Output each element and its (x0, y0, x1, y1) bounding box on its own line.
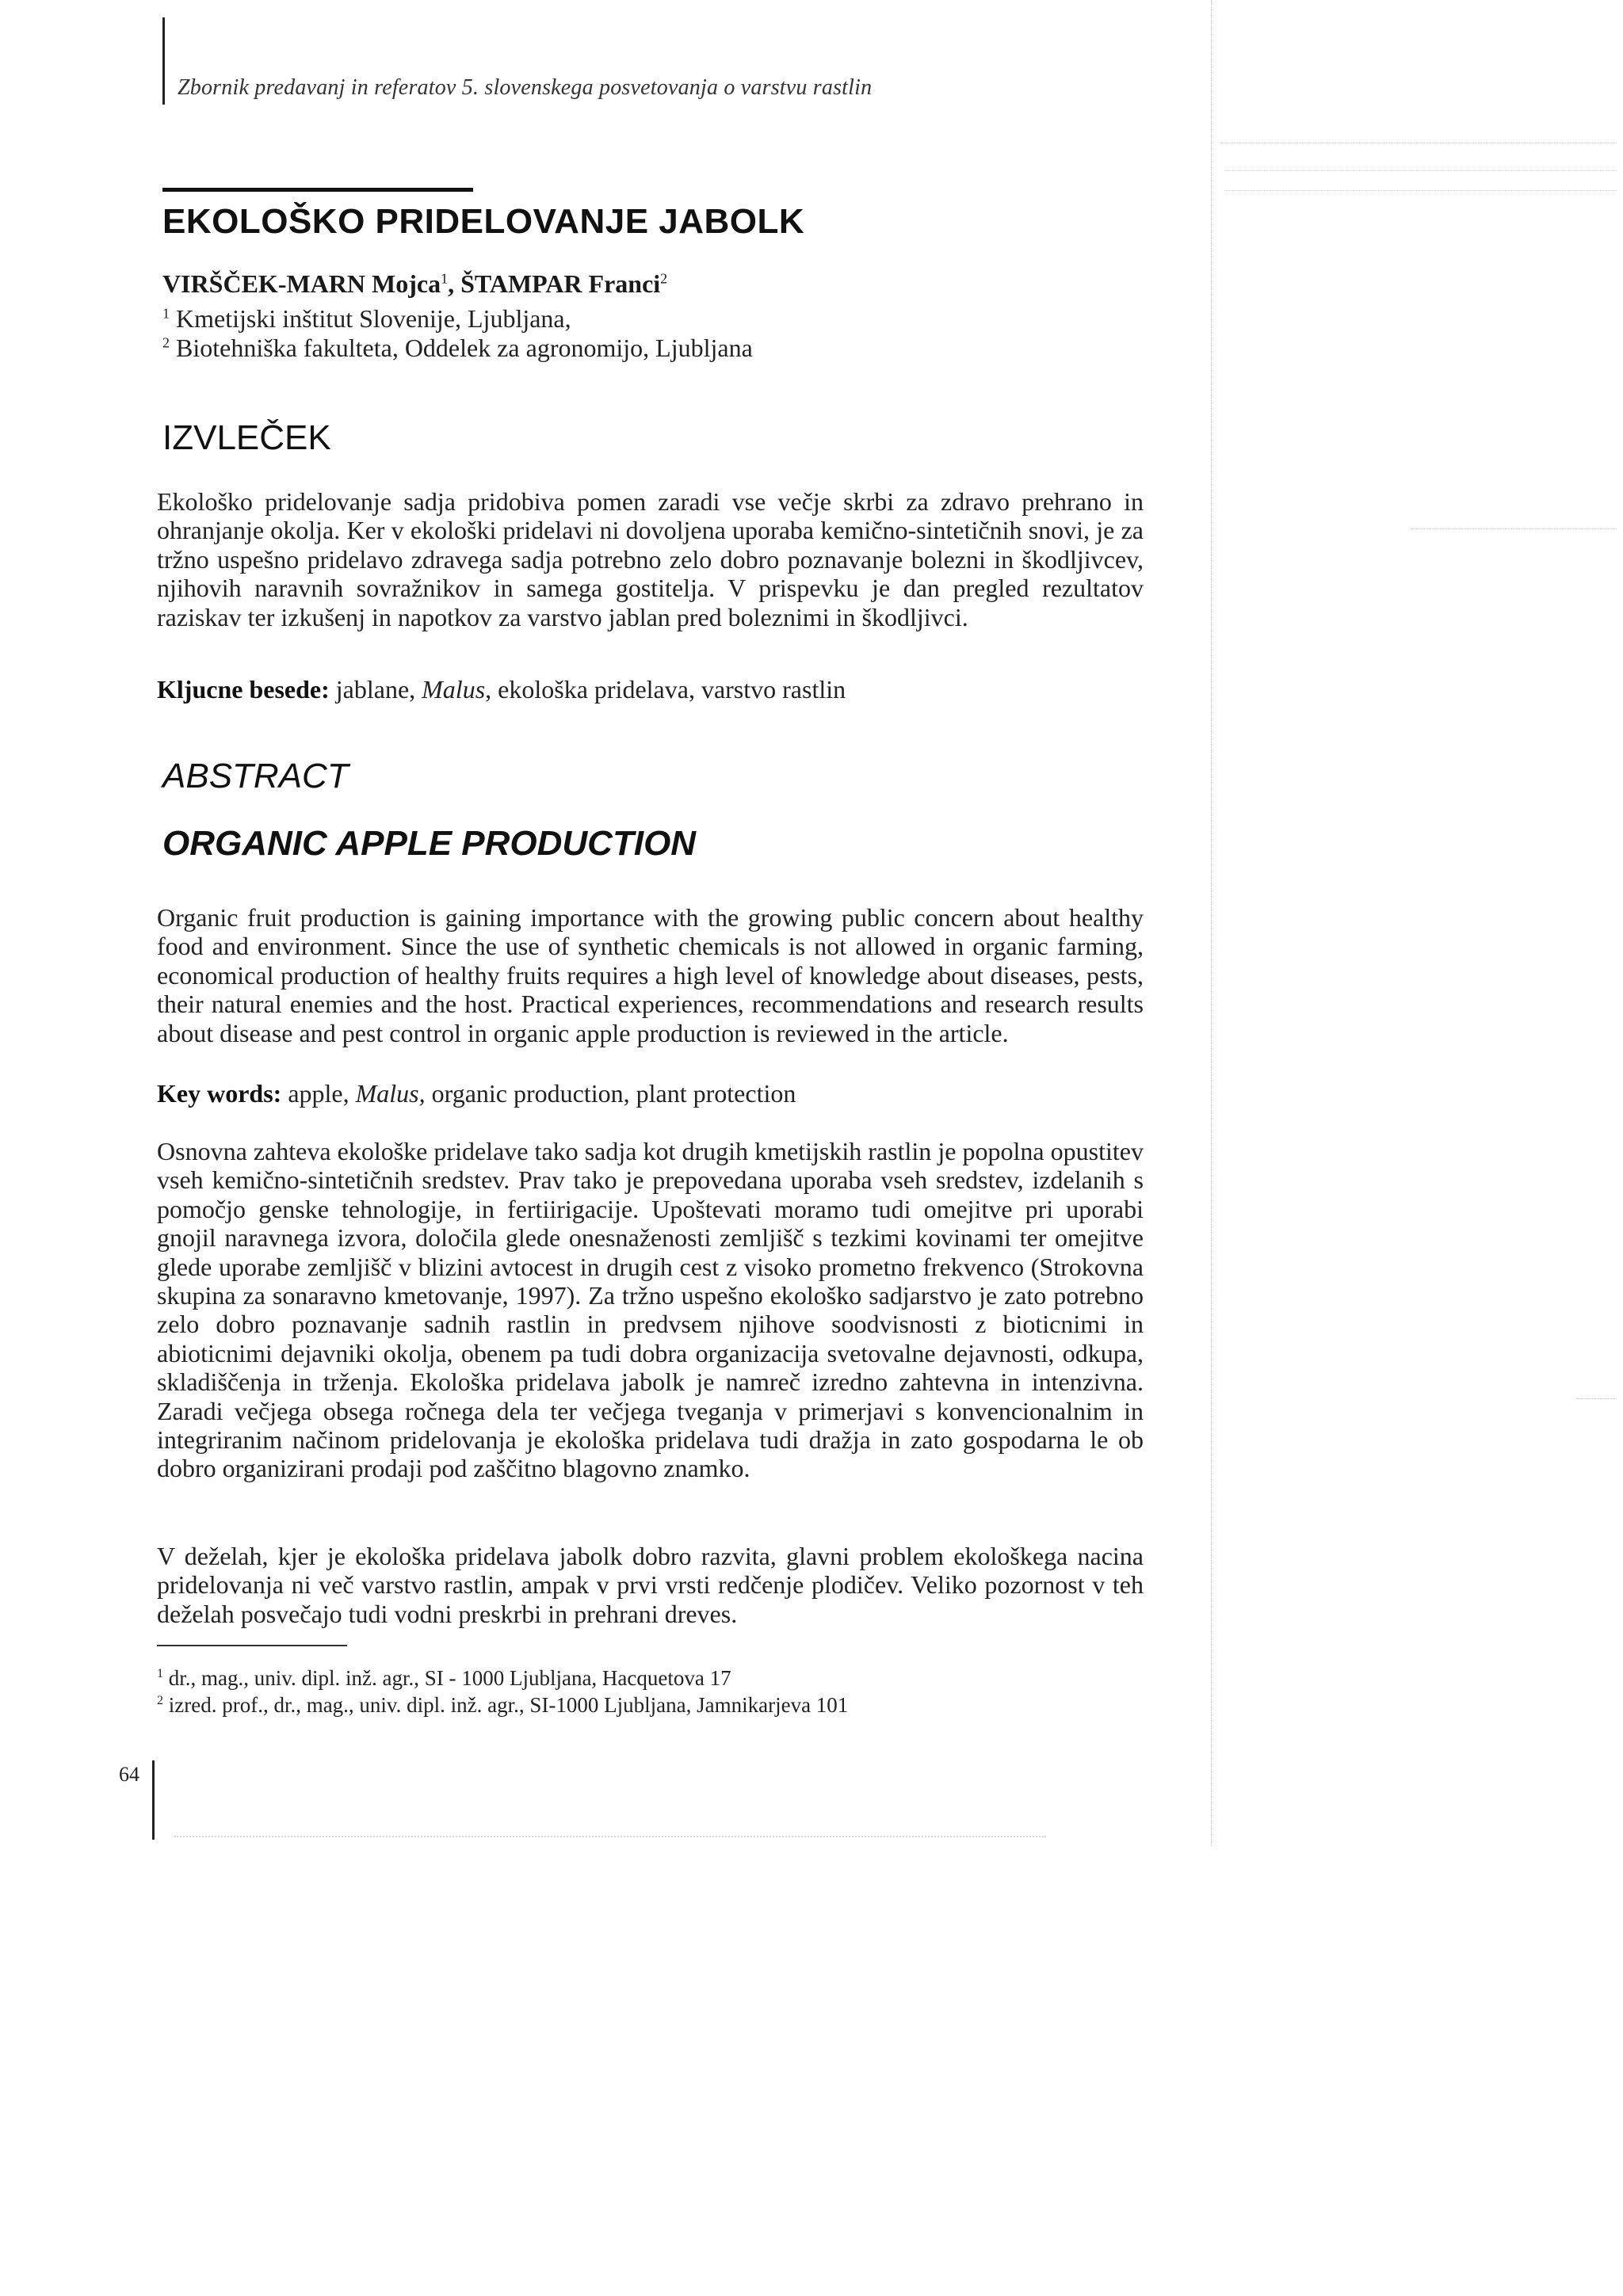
body-paragraph-2: V deželah, kjer je ekološka pridelava jabolk dobro razvita, glavni problem ekološkega nacina pridelovanja ni več varstvo rastlin, ampak v prvi vrsti redčenje plodičev. Veliko pozornost v teh deželah posvečajo tudi vodni preskrbi in prehrani dreves. (157, 1542, 1144, 1628)
footnote-mark: 2 (157, 1694, 163, 1707)
folio-rule (152, 1760, 155, 1840)
running-head: Zbornik predavanj in referatov 5. slovenskega posvetovanja o varstvu rastlin (178, 75, 873, 100)
affiliation-mark: 2 (162, 334, 170, 351)
footnote-1 (157, 1666, 731, 1691)
page-number: 64 (119, 1763, 139, 1786)
scan-artifact (1224, 190, 1617, 191)
scan-artifact (1577, 1398, 1617, 1399)
footnote-mark: 1 (157, 1667, 163, 1680)
author-1-mark: 1 (441, 270, 449, 287)
affiliation-1 (162, 304, 571, 334)
footnote-2 (157, 1693, 848, 1718)
abstract-title: ORGANIC APPLE PRODUCTION (162, 824, 697, 863)
keywords-label: Kljucne besede: (157, 675, 330, 704)
paper-title: EKOLOŠKO PRIDELOVANJE JABOLK (162, 202, 805, 241)
keywords-label: Key words: (157, 1079, 282, 1108)
author-1: VIRŠČEK-MARN Mojca (162, 269, 441, 298)
author-line (162, 269, 667, 299)
footnote-text: izred. prof., dr., mag., univ. dipl. inž. agr., SI-1000 Ljubljana, Jamnikarjeva 101 (168, 1693, 849, 1717)
izvlecek-body: Ekološko pridelovanje sadja pridobiva pomen zaradi vse večje skrbi za zdravo prehrano in ohranjanje okolja. Ker v ekološki pridelavi ni dovoljena uporaba kemično-sintetičnih snovi, je za tržno uspešno pridelavo zdravega sadja potrebno zelo dobro poznavanje bolezni in škodljivcev, njihovih naravnih sovražnikov in samega gostitelja. V prispevku je dan pregled rezultatov raziskav ter izkušenj in napotkov za varstvo jablan pred boleznimi in škodljivci. (157, 487, 1144, 631)
author-2: ŠTAMPAR Franci (460, 269, 661, 298)
keywords-italic: Malus, (355, 1079, 426, 1108)
scan-artifact (1224, 170, 1617, 171)
scan-artifact (174, 1836, 1046, 1837)
abstract-heading: ABSTRACT (162, 757, 349, 795)
abstract-keywords (157, 1079, 796, 1108)
izvlecek-keywords (157, 675, 846, 704)
body-paragraph-1: Osnovna zahteva ekološke pridelave tako sadja kot drugih kmetijskih rastlin je popolna opustitev vseh kemično-sintetičnih sredstev. Prav tako je prepovedana uporaba vseh sredstev, izdelanih s pomočjo genske tehnologije, in fertiirigacije. Upoštevati moramo tudi omejitve pri uporabi gnojil naravnega izvora, določila glede onesnaženosti zemljišč s tezkimi kovinami ter omejitve glede uporabe zemljišč v blizini avtocest in drugih cest z visoko prometno frekvenco (Strokovna skupina za sonaravno kmetovanje, 1997). Za tržno uspešno ekološko sadjarstvo je zato potrebno zelo dobro poznavanje sadnih rastlin in predvsem njihove soodvisnosti z bioticnimi in abioticnimi dejavniki okolja, obenem pa tudi dobra organizacija svetovalne dejavnosti, odkupa, skladiščenja in trženja. Ekološka pridelava jabolk je namreč izredno zahtevna in intenzivna. Zaradi večjega obsega ročnega dela ter večjega tveganja v primerjavi s konvencionalnim in integriranim načinom pridelovanja je ekološka pridelava tudi dražja in zato gospodarna le ob dobro organizirani prodaji pod zaščitno blagovno znamko. (157, 1137, 1144, 1483)
header-rule (162, 17, 165, 105)
affiliation-text: Kmetijski inštitut Slovenije, Ljubljana, (176, 304, 571, 333)
keywords-text-rest: , ekološka pridelava, varstvo rastlin (485, 675, 846, 704)
author-separator: , (448, 269, 461, 298)
title-rule (162, 188, 473, 192)
izvlecek-heading: IZVLEČEK (162, 418, 331, 457)
affiliation-2 (162, 334, 753, 363)
scan-artifact (1411, 528, 1617, 529)
footnote-rule (157, 1645, 347, 1646)
scan-edge-line (1211, 0, 1212, 1846)
keywords-italic: Malus (422, 675, 486, 704)
footnote-text: dr., mag., univ. dipl. inž. agr., SI - 1000 Ljubljana, Hacquetova 17 (168, 1666, 731, 1690)
keywords-text: apple, (288, 1079, 349, 1108)
keywords-text-rest: organic production, plant protection (431, 1079, 796, 1108)
author-2-mark: 2 (660, 270, 668, 287)
affiliation-text: Biotehniška fakulteta, Oddelek za agronomijo, Ljubljana (176, 334, 753, 362)
affiliation-mark: 1 (162, 305, 170, 322)
keywords-text: jablane, (335, 675, 416, 704)
abstract-body: Organic fruit production is gaining importance with the growing public concern about healthy food and environment. Since the use of synthetic chemicals is not allowed in organic farming, economical production of healthy fruits requires a high level of knowledge about diseases, pests, their natural enemies and the host. Practical experiences, recommendations and research results about disease and pest control in organic apple production is reviewed in the article. (157, 903, 1144, 1047)
